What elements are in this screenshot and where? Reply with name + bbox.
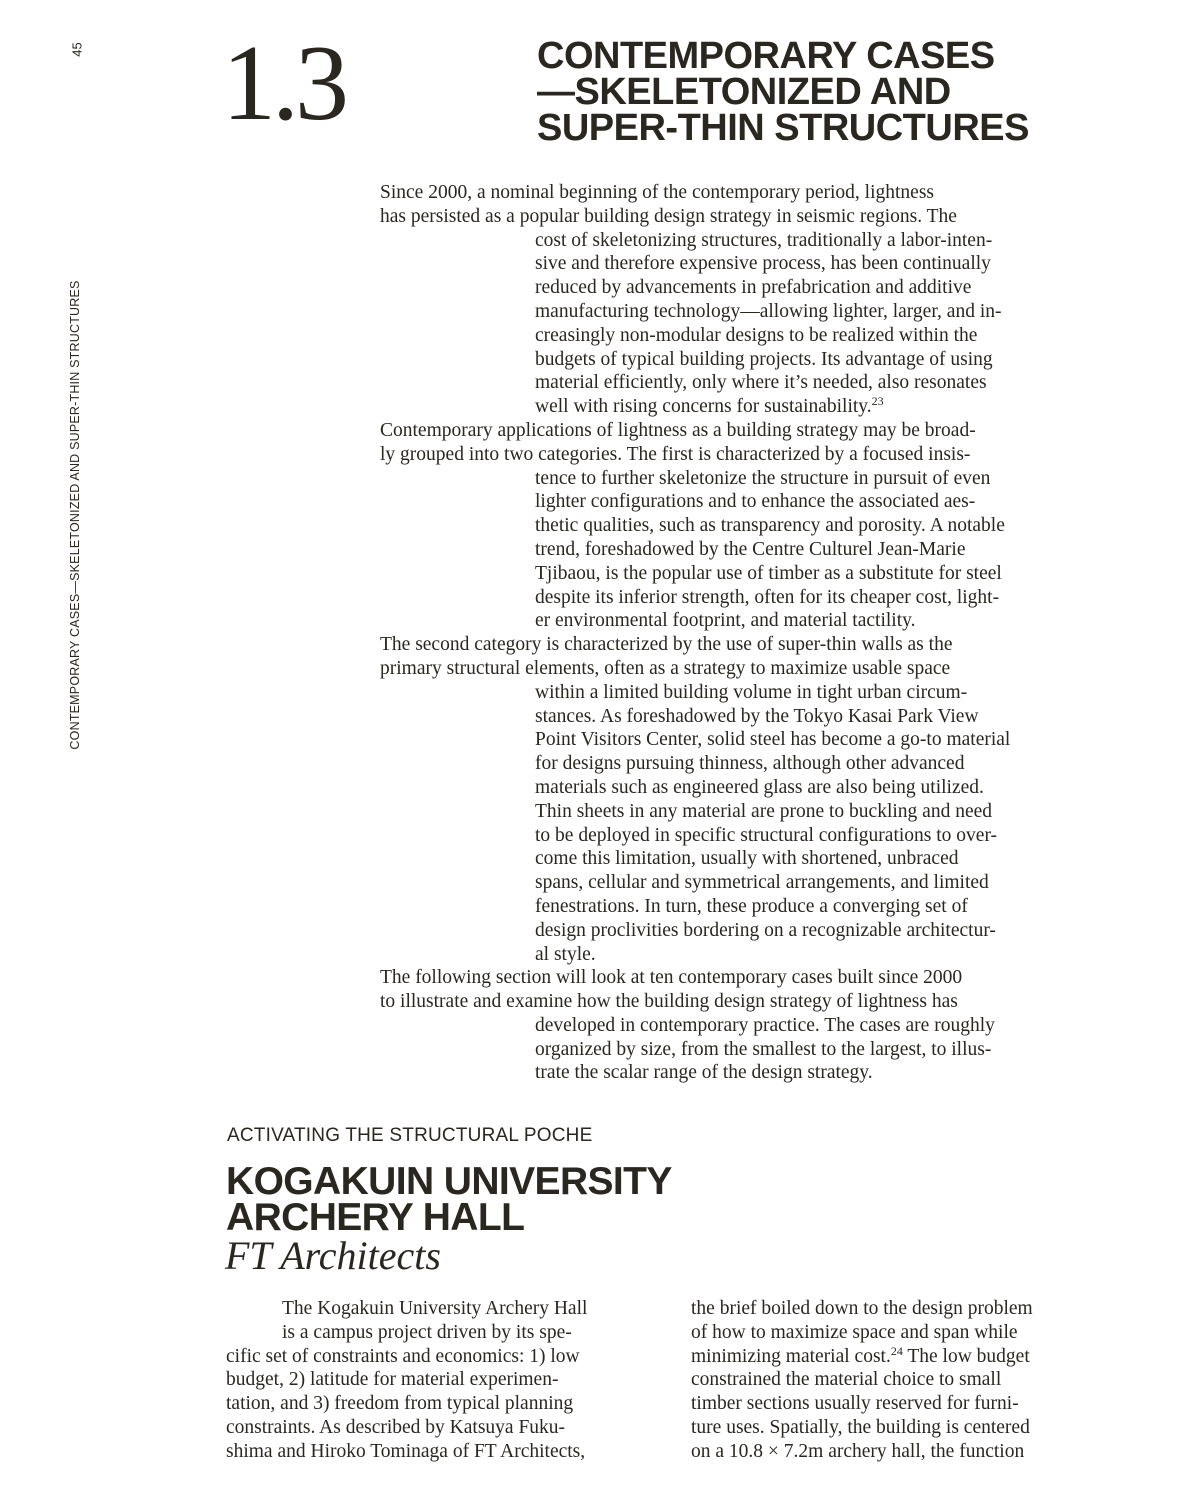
case-line: timber sections usually reserved for furni- (691, 1393, 1019, 1415)
body-line: cost of skeletonizing structures, traditionally a labor-inten- (535, 229, 993, 251)
body-line: Since 2000, a nominal beginning of the contemporary period, lightness (380, 182, 935, 203)
body-line: Point Visitors Center, solid steel has become a go-to material (535, 729, 1011, 751)
section-title-line: SUPER-THIN STRUCTURES (537, 107, 1029, 149)
body-line: stances. As foreshadowed by the Tokyo Kasai Park View (535, 705, 979, 727)
running-head: CONTEMPORARY CASES—SKELETONIZED AND SUPER-THIN STRUCTURES (68, 280, 82, 750)
body-line: has persisted as a popular building design strategy in seismic regions. The (380, 205, 957, 227)
case-line-tail: The low budget (902, 1345, 1030, 1367)
case-line: minimizing material cost. (691, 1345, 891, 1367)
body-line: materials such as engineered glass are also being utilized. (535, 776, 984, 798)
page-number: 45 (69, 42, 85, 57)
body-line: The following section will look at ten contemporary cases built since 2000 (380, 967, 963, 989)
body-line: creasingly non-modular designs to be realized within the (535, 324, 978, 346)
body-line: developed in contemporary practice. The cases are roughly (535, 1014, 995, 1036)
case-line: constrained the material choice to small (691, 1369, 1002, 1391)
footnote-ref-24[interactable]: 24 (890, 1343, 903, 1358)
body-line: Thin sheets in any material are prone to buckling and need (535, 800, 993, 822)
case-title-line: ARCHERY HALL (226, 1196, 525, 1239)
body-line: organized by size, from the smallest to the largest, to illus- (535, 1038, 992, 1060)
body-line: thetic qualities, such as transparency and porosity. A notable (535, 515, 1005, 537)
body-line: er environmental footprint, and material tactility. (535, 610, 916, 632)
case-title (226, 1160, 672, 1239)
body-line: Contemporary applications of lightness as a building strategy may be broad- (380, 419, 976, 441)
body-line: well with rising concerns for sustainability. (535, 396, 872, 418)
case-line: cific set of constraints and economics: 1) low (226, 1345, 580, 1367)
body-line: tence to further skeletonize the structure in pursuit of even (535, 467, 991, 489)
body-line: budgets of typical building projects. Its advantage of using (535, 348, 993, 370)
case-line: budget, 2) latitude for material experimen- (226, 1369, 559, 1391)
body-line: within a limited building volume in tight urban circum- (535, 681, 968, 703)
case-text-left-column (226, 1297, 676, 1464)
body-line: trend, foreshadowed by the Centre Culturel Jean-Marie (535, 538, 966, 560)
section-title (537, 35, 1137, 149)
body-line-with-footnote (380, 395, 1140, 419)
case-line: on a 10.8 × 7.2m archery hall, the function (691, 1440, 1025, 1462)
body-line: lighter configurations and to enhance the associated aes- (535, 491, 976, 513)
section-body (380, 181, 1140, 1085)
case-line: the brief boiled down to the design problem (691, 1298, 1033, 1319)
case-title-line: KOGAKUIN UNIVERSITY (226, 1160, 672, 1203)
body-line: trate the scalar range of the design strategy. (535, 1062, 873, 1084)
case-kicker: ACTIVATING THE STRUCTURAL POCHE (227, 1125, 593, 1146)
body-line: primary structural elements, often as a strategy to maximize usable space (380, 657, 951, 679)
body-line: to illustrate and examine how the building design strategy of lightness has (380, 991, 958, 1013)
section-title-line: —SKELETONIZED AND (537, 71, 951, 113)
body-line: fenestrations. In turn, these produce a converging set of (535, 895, 968, 917)
body-line: design proclivities bordering on a recognizable architectur- (535, 919, 996, 941)
body-line: for designs pursuing thinness, although other advanced (535, 753, 965, 775)
body-line: to be deployed in specific structural configurations to over- (535, 824, 998, 846)
body-line: sive and therefore expensive process, has been continually (535, 253, 991, 275)
case-line: is a campus project driven by its spe- (282, 1321, 572, 1343)
case-line: ture uses. Spatially, the building is centered (691, 1416, 1030, 1438)
case-line: constraints. As described by Katsuya Fuku- (226, 1416, 566, 1438)
body-line: Tjibaou, is the popular use of timber as a substitute for steel (535, 562, 1002, 584)
case-text-right-column (691, 1297, 1141, 1464)
section-number: 1.3 (222, 24, 345, 143)
case-line-with-footnote (691, 1345, 1141, 1369)
body-line: despite its inferior strength, often for its cheaper cost, light- (535, 586, 1000, 608)
section-title-line: CONTEMPORARY CASES (537, 35, 995, 77)
body-line: ly grouped into two categories. The first is characterized by a focused insis- (380, 443, 971, 465)
body-line: come this limitation, usually with shortened, unbraced (535, 848, 959, 870)
body-line: The second category is characterized by the use of super-thin walls as the (380, 634, 953, 656)
body-line: manufacturing technology—allowing lighter, larger, and in- (535, 300, 1002, 322)
case-line: The Kogakuin University Archery Hall (282, 1298, 588, 1319)
body-line: al style. (535, 943, 596, 965)
body-line: spans, cellular and symmetrical arrangements, and limited (535, 872, 989, 894)
body-line: material efficiently, only where it’s needed, also resonates (535, 372, 987, 394)
case-architect: FT Architects (225, 1233, 441, 1278)
footnote-ref-23[interactable]: 23 (871, 394, 884, 409)
body-line: reduced by advancements in prefabrication and additive (535, 277, 972, 299)
case-line: of how to maximize space and span while (691, 1321, 1018, 1343)
case-line: shima and Hiroko Tominaga of FT Architects, (226, 1440, 586, 1462)
case-line: tation, and 3) freedom from typical planning (226, 1393, 574, 1415)
